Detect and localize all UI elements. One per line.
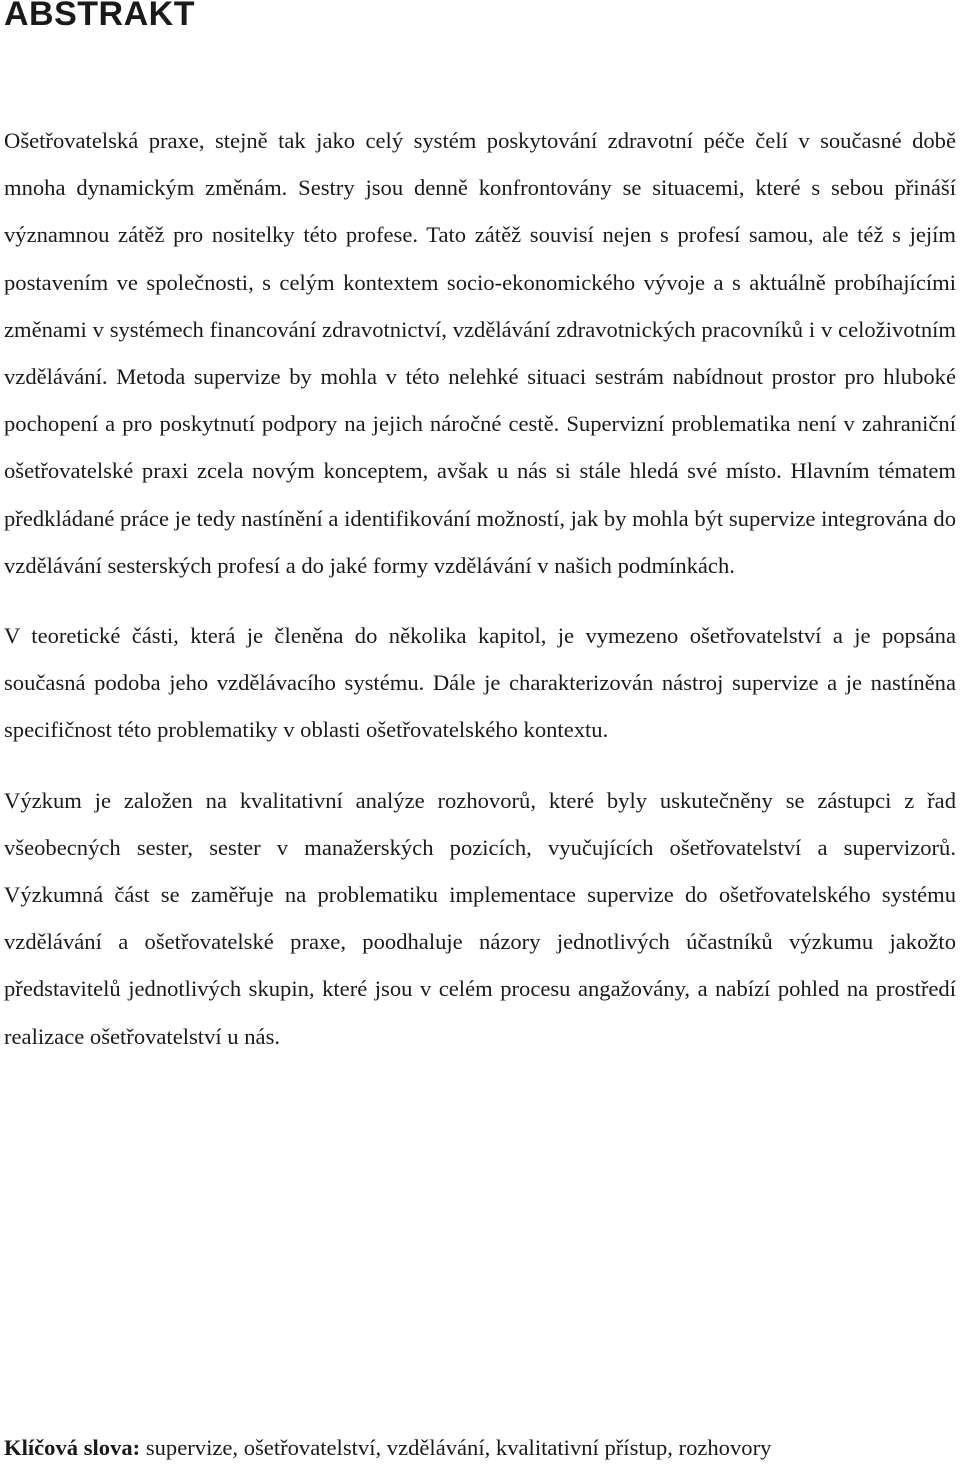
keywords-label: Klíčová slova:	[4, 1435, 141, 1460]
abstract-paragraph-2: V teoretické části, která je členěna do několika kapitol, je vymezeno ošetřovatelství a je popsána současná podoba jeho vzdělávacího systému. Dále je charakterizován nástroj supervize a je nastíněna specifičnost této problematiky v oblasti ošetřovatelského kontextu.	[4, 623, 956, 743]
abstract-paragraph-1: Ošetřovatelská praxe, stejně tak jako celý systém poskytování zdravotní péče čelí v současné době mnoha dynamickým změnám. Sestry jsou denně konfrontovány se situacemi, které s sebou přináší významnou zátěž pro nositelky této profese. Tato zátěž souvisí nejen s profesí samou, ale též s jejím postavením ve společnosti, s celým kontextem socio-ekonomického vývoje a s aktuálně probíhajícími změnami v systémech financování zdravotnictví, vzdělávání zdravotnických pracovníků i v celoživotním vzdělávání. Metoda supervize by mohla v této nelehké situaci sestrám nabídnout prostor pro hluboké pochopení a pro poskytnutí podpory na jejich náročné cestě. Supervizní problematika není v zahraniční ošetřovatelské praxi zcela novým konceptem, avšak u nás si stále hledá své místo. Hlavním tématem předkládané práce je tedy nastínění a identifikování možností, jak by mohla být supervize integrována do vzdělávání sesterských profesí a do jaké formy vzdělávání v našich podmínkách.	[4, 128, 956, 578]
abstract-paragraph-3: Výzkum je založen na kvalitativní analýze rozhovorů, které byly uskutečněny se zástupci z řad všeobecných sester, sester v manažerských pozicích, vyučujících ošetřovatelství a supervizorů. Výzkumná část se zaměřuje na problematiku implementace supervize do ošetřovatelského systému vzdělávání a ošetřovatelské praxe, poodhaluje názory jednotlivých účastníků výzkumu jakožto představitelů jednotlivých skupin, které jsou v celém procesu angažovány, a nabízí pohled na prostředí realizace ošetřovatelství u nás.	[4, 787, 956, 1049]
abstract-heading: ABSTRAKT	[4, 0, 195, 33]
keywords-text: supervize, ošetřovatelství, vzdělávání, kvalitativní přístup, rozhovory	[145, 1435, 772, 1460]
abstract-body	[4, 117, 956, 1060]
keywords-line	[4, 1433, 771, 1463]
